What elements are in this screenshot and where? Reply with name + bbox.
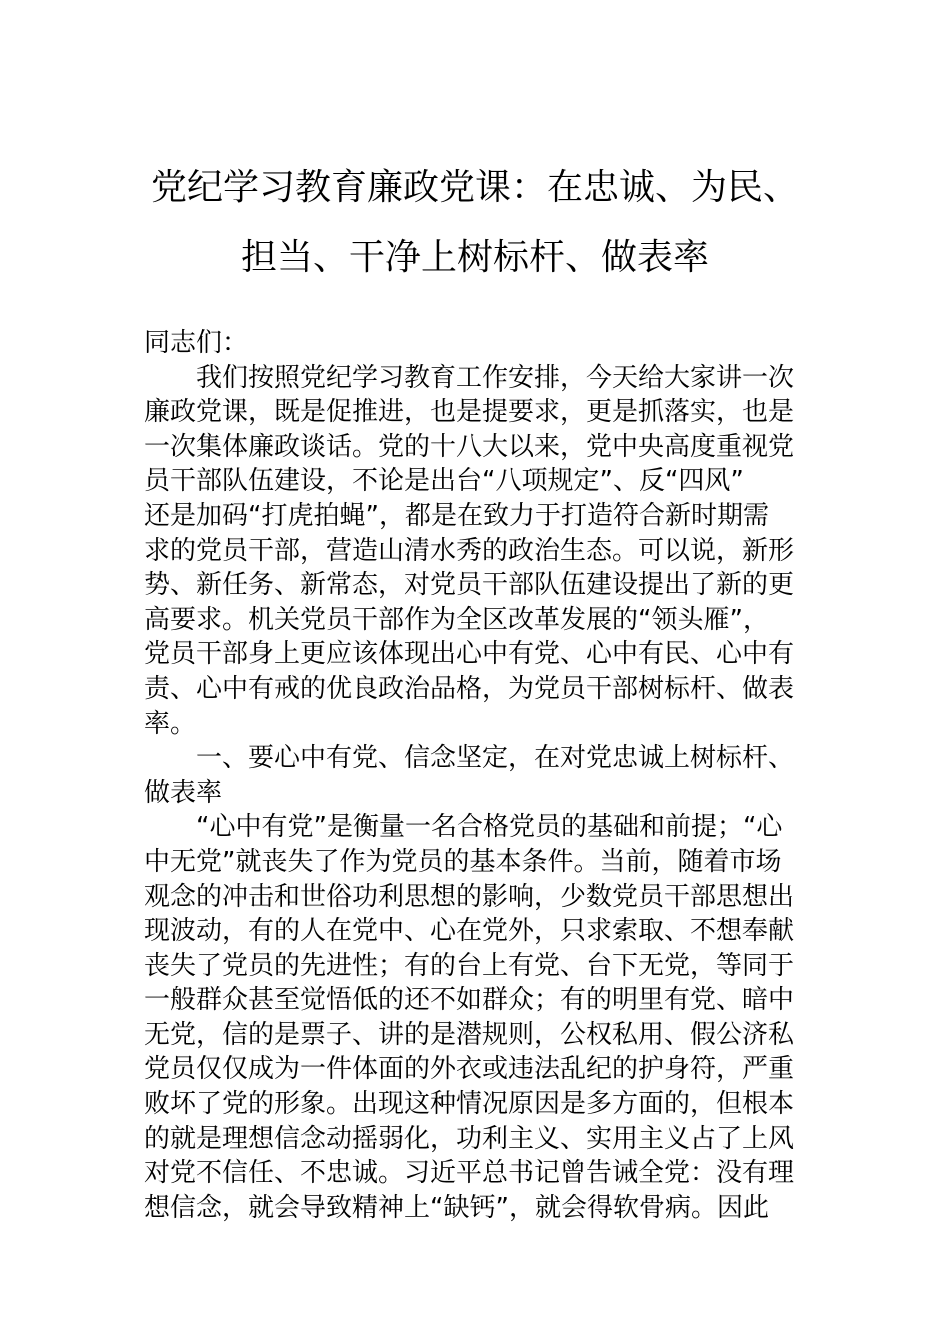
paragraph-line: 求的党员干部，营造山清水秀的政治生态。可以说，新形 bbox=[144, 535, 795, 566]
paragraph-line: 对党不信任、不忠诚。习近平总书记曾告诫全党：没有理 bbox=[144, 1158, 795, 1189]
paragraph-line: 率。 bbox=[144, 708, 197, 739]
paragraph-line: 丧失了党员的先进性；有的台上有党、台下无党，等同于 bbox=[144, 950, 795, 981]
paragraph-line: 一次集体廉政谈话。党的十八大以来，党中央高度重视党 bbox=[144, 431, 795, 462]
paragraph-line: 责、心中有戒的优良政治品格，为党员干部树标杆、做表 bbox=[144, 673, 795, 704]
paragraph-line: 势、新任务、新常态，对党员干部队伍建设提出了新的更 bbox=[144, 570, 795, 601]
paragraph-line: 无党，信的是票子、讲的是潜规则，公权私用、假公济私 bbox=[144, 1019, 795, 1050]
paragraph-line: “心中有党”是衡量一名合格党员的基础和前提；“心 bbox=[196, 812, 783, 843]
paragraph-line: 想信念，就会导致精神上“缺钙”，就会得软骨病。因此 bbox=[144, 1192, 769, 1223]
paragraph-line: 的就是理想信念动摇弱化，功利主义、实用主义占了上风 bbox=[144, 1123, 795, 1154]
salutation: 同志们： bbox=[144, 328, 249, 358]
paragraph-line: 高要求。机关党员干部作为全区改革发展的“领头雁”， bbox=[144, 604, 769, 635]
section-heading: 一、要心中有党、信念坚定，在对党忠诚上树标杆、 bbox=[196, 743, 795, 774]
document-title-line-1: 党纪学习教育廉政党课：在忠诚、为民、 bbox=[150, 167, 799, 208]
paragraph-line: 党员干部身上更应该体现出心中有党、心中有民、心中有 bbox=[144, 639, 795, 670]
document-title-line-2: 担当、干净上树标杆、做表率 bbox=[240, 237, 709, 278]
paragraph-line: 中无党”就丧失了作为党员的基本条件。当前，随着市场 bbox=[144, 846, 782, 877]
paragraph-line: 败坏了党的形象。出现这种情况原因是多方面的，但根本 bbox=[144, 1089, 795, 1120]
paragraph-line: 观念的冲击和世俗功利思想的影响，少数党员干部思想出 bbox=[144, 881, 795, 912]
document-body bbox=[144, 326, 812, 1225]
section-heading: 做表率 bbox=[144, 777, 223, 808]
paragraph-line: 廉政党课，既是促推进，也是提要求，更是抓落实，也是 bbox=[144, 397, 795, 428]
paragraph-line: 一般群众甚至觉悟低的还不如群众；有的明里有党、暗中 bbox=[144, 985, 795, 1016]
paragraph-line: 我们按照党纪学习教育工作安排，今天给大家讲一次 bbox=[196, 362, 795, 393]
paragraph-line: 还是加码“打虎拍蝇”，都是在致力于打造符合新时期需 bbox=[144, 500, 769, 531]
paragraph-line: 党员仅仅成为一件体面的外衣或违法乱纪的护身符，严重 bbox=[144, 1054, 795, 1085]
paragraph-line: 员干部队伍建设，不论是出台“八项规定”、反“四风” bbox=[144, 466, 744, 497]
paragraph-line: 现波动，有的人在党中、心在党外，只求索取、不想奉献 bbox=[144, 916, 795, 947]
